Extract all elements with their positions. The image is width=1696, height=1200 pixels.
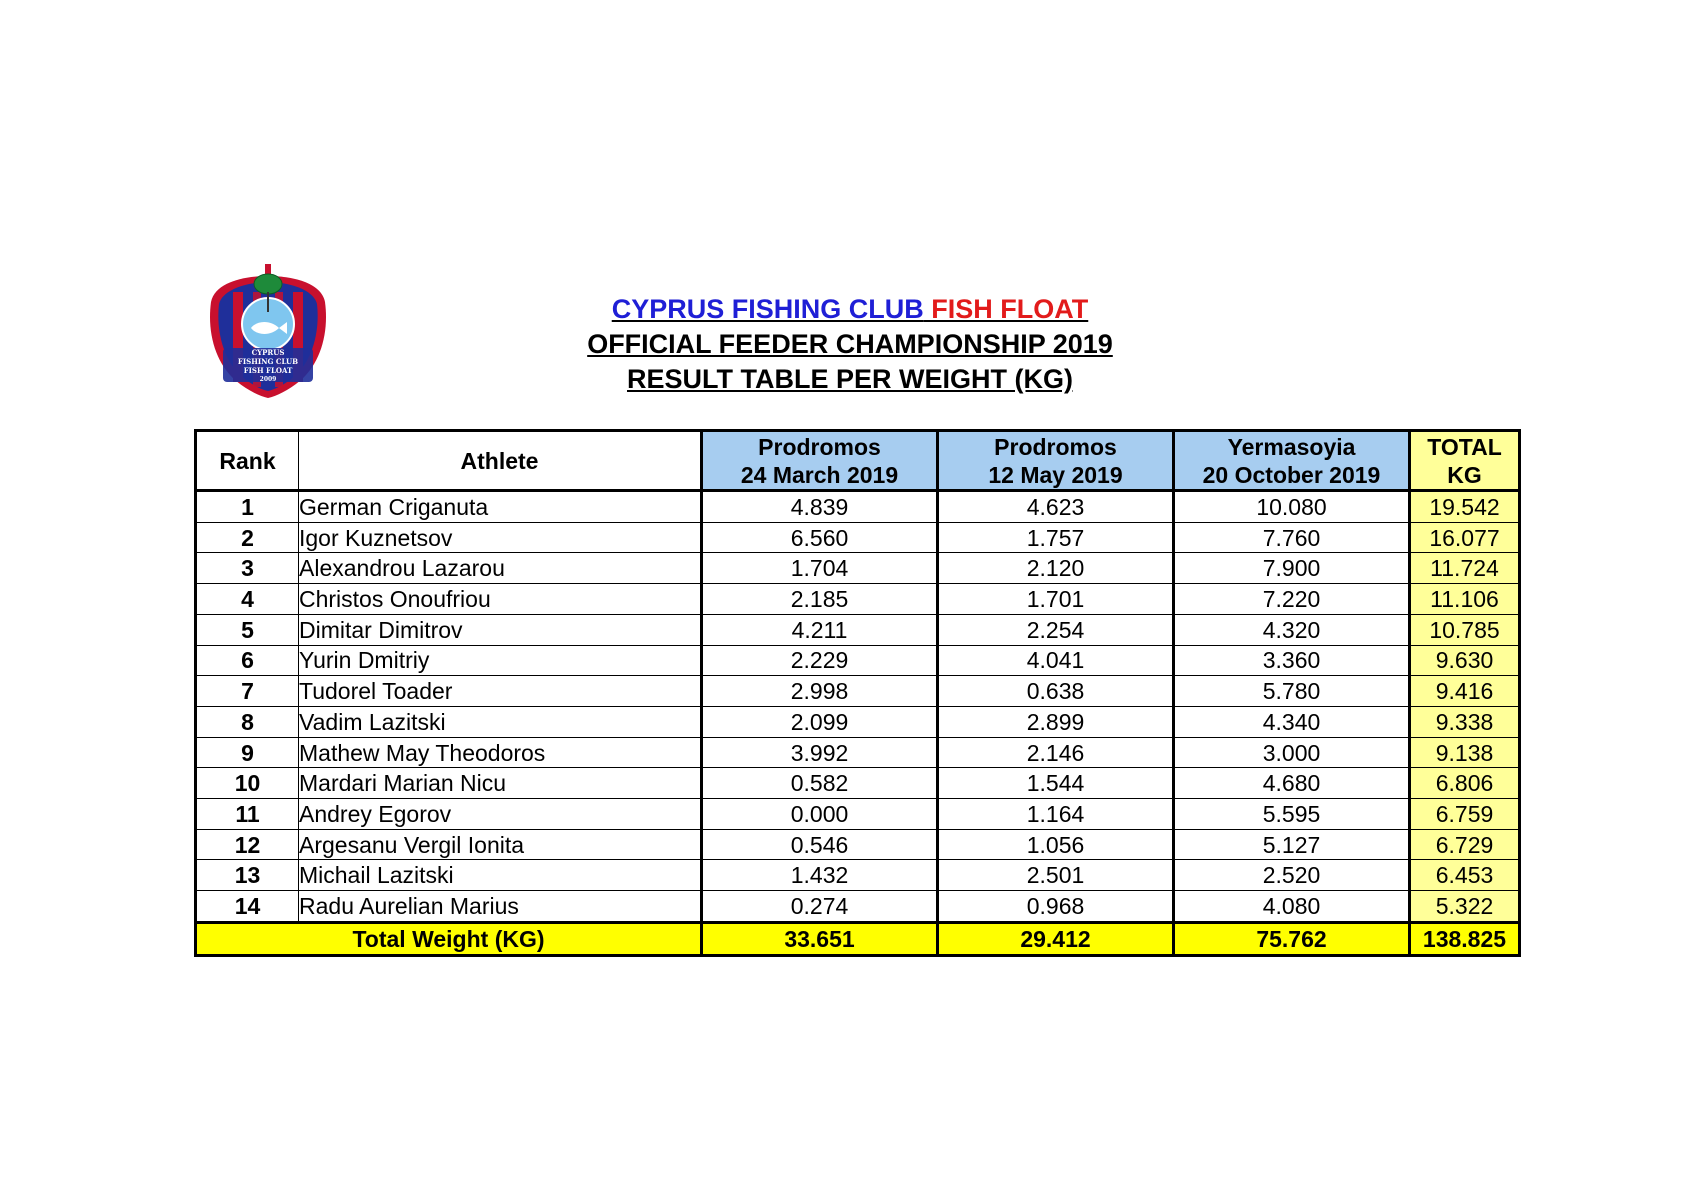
round-1-cell: 6.560 xyxy=(702,522,938,553)
table-row xyxy=(196,737,1520,768)
total-cell: 16.077 xyxy=(1410,522,1520,553)
logo-text-1: CYPRUS xyxy=(251,348,285,357)
total-weight-label: Total Weight (KG) xyxy=(196,923,702,956)
table-subtitle: RESULT TABLE PER WEIGHT (KG) xyxy=(627,364,1073,394)
round-3-cell: 7.760 xyxy=(1174,522,1410,553)
round-3-cell: 4.340 xyxy=(1174,706,1410,737)
total-cell: 11.724 xyxy=(1410,553,1520,584)
table-row xyxy=(196,614,1520,645)
rank-cell: 11 xyxy=(196,799,299,830)
championship-title: OFFICIAL FEEDER CHAMPIONSHIP 2019 xyxy=(587,329,1113,359)
rank-cell: 14 xyxy=(196,891,299,923)
total-cell: 6.453 xyxy=(1410,860,1520,891)
club-title-blue: CYPRUS FISHING CLUB xyxy=(611,294,924,324)
round-3-cell: 7.900 xyxy=(1174,553,1410,584)
club-title-red: FISH FLOAT xyxy=(923,294,1089,324)
total-cell: 6.806 xyxy=(1410,768,1520,799)
rank-cell: 12 xyxy=(196,829,299,860)
header-total xyxy=(1410,431,1520,491)
header-round-1 xyxy=(702,431,938,491)
header-round-2-venue: Prodromos xyxy=(994,433,1117,460)
round-3-cell: 7.220 xyxy=(1174,584,1410,615)
athlete-cell: Yurin Dmitriy xyxy=(299,645,702,676)
round-2-cell: 0.638 xyxy=(938,676,1174,707)
round-1-cell: 0.582 xyxy=(702,768,938,799)
round-1-cell: 0.274 xyxy=(702,891,938,923)
results-table xyxy=(194,429,1521,957)
header-round-3 xyxy=(1174,431,1410,491)
athlete-cell: Dimitar Dimitrov xyxy=(299,614,702,645)
logo-text-4: 2009 xyxy=(259,376,277,383)
round-1-cell: 1.432 xyxy=(702,860,938,891)
athlete-cell: Radu Aurelian Marius xyxy=(299,891,702,923)
total-grand: 138.825 xyxy=(1410,923,1520,956)
round-1-cell: 4.839 xyxy=(702,491,938,523)
header-total-line1: TOTAL xyxy=(1427,433,1502,460)
total-cell: 5.322 xyxy=(1410,891,1520,923)
round-3-cell: 3.360 xyxy=(1174,645,1410,676)
total-cell: 6.759 xyxy=(1410,799,1520,830)
athlete-cell: Michail Lazitski xyxy=(299,860,702,891)
round-1-cell: 2.185 xyxy=(702,584,938,615)
table-row xyxy=(196,768,1520,799)
header-round-3-date: 20 October 2019 xyxy=(1202,461,1381,488)
round-3-cell: 10.080 xyxy=(1174,491,1410,523)
club-title xyxy=(500,292,1200,327)
table-row xyxy=(196,676,1520,707)
table-row xyxy=(196,829,1520,860)
round-1-cell: 0.000 xyxy=(702,799,938,830)
round-3-cell: 2.520 xyxy=(1174,860,1410,891)
rank-cell: 6 xyxy=(196,645,299,676)
rank-cell: 2 xyxy=(196,522,299,553)
round-1-cell: 3.992 xyxy=(702,737,938,768)
header-total-line2: KG xyxy=(1447,461,1482,488)
round-3-cell: 3.000 xyxy=(1174,737,1410,768)
round-1-cell: 1.704 xyxy=(702,553,938,584)
table-row xyxy=(196,799,1520,830)
athlete-cell: German Criganuta xyxy=(299,491,702,523)
round-3-cell: 5.595 xyxy=(1174,799,1410,830)
header-rank: Rank xyxy=(196,431,299,491)
rank-cell: 10 xyxy=(196,768,299,799)
round-2-cell: 2.899 xyxy=(938,706,1174,737)
round-3-cell: 4.680 xyxy=(1174,768,1410,799)
round-2-cell: 2.501 xyxy=(938,860,1174,891)
round-1-cell: 2.099 xyxy=(702,706,938,737)
header-round-2-date: 12 May 2019 xyxy=(988,461,1123,488)
total-cell: 11.106 xyxy=(1410,584,1520,615)
header-round-2 xyxy=(938,431,1174,491)
table-row xyxy=(196,553,1520,584)
total-round-3: 75.762 xyxy=(1174,923,1410,956)
table-row xyxy=(196,584,1520,615)
header-round-1-venue: Prodromos xyxy=(758,433,881,460)
total-cell: 19.542 xyxy=(1410,491,1520,523)
athlete-cell: Andrey Egorov xyxy=(299,799,702,830)
total-round-1: 33.651 xyxy=(702,923,938,956)
title-block xyxy=(500,292,1200,397)
round-2-cell: 1.544 xyxy=(938,768,1174,799)
round-2-cell: 2.120 xyxy=(938,553,1174,584)
round-3-cell: 5.780 xyxy=(1174,676,1410,707)
round-1-cell: 4.211 xyxy=(702,614,938,645)
athlete-cell: Vadim Lazitski xyxy=(299,706,702,737)
round-1-cell: 2.998 xyxy=(702,676,938,707)
table-row xyxy=(196,860,1520,891)
round-2-cell: 1.757 xyxy=(938,522,1174,553)
athlete-cell: Mathew May Theodoros xyxy=(299,737,702,768)
round-2-cell: 1.056 xyxy=(938,829,1174,860)
round-2-cell: 2.146 xyxy=(938,737,1174,768)
athlete-cell: Mardari Marian Nicu xyxy=(299,768,702,799)
round-3-cell: 4.320 xyxy=(1174,614,1410,645)
rank-cell: 4 xyxy=(196,584,299,615)
round-2-cell: 4.623 xyxy=(938,491,1174,523)
round-2-cell: 1.701 xyxy=(938,584,1174,615)
rank-cell: 9 xyxy=(196,737,299,768)
table-row xyxy=(196,706,1520,737)
total-weight-row xyxy=(196,923,1520,956)
athlete-cell: Alexandrou Lazarou xyxy=(299,553,702,584)
total-cell: 9.138 xyxy=(1410,737,1520,768)
table-header-row xyxy=(196,431,1520,491)
logo-text-3: FISH FLOAT xyxy=(243,366,293,375)
athlete-cell: Christos Onoufriou xyxy=(299,584,702,615)
total-round-2: 29.412 xyxy=(938,923,1174,956)
header-round-1-date: 24 March 2019 xyxy=(740,461,899,488)
athlete-cell: Tudorel Toader xyxy=(299,676,702,707)
club-logo xyxy=(205,262,331,400)
header-athlete: Athlete xyxy=(299,431,702,491)
rank-cell: 13 xyxy=(196,860,299,891)
round-3-cell: 4.080 xyxy=(1174,891,1410,923)
round-2-cell: 2.254 xyxy=(938,614,1174,645)
logo-text-2: FISHING CLUB xyxy=(237,357,299,366)
round-2-cell: 1.164 xyxy=(938,799,1174,830)
round-2-cell: 0.968 xyxy=(938,891,1174,923)
round-1-cell: 0.546 xyxy=(702,829,938,860)
table-row xyxy=(196,522,1520,553)
rank-cell: 5 xyxy=(196,614,299,645)
header-round-3-venue: Yermasoyia xyxy=(1227,433,1356,460)
round-1-cell: 2.229 xyxy=(702,645,938,676)
round-2-cell: 4.041 xyxy=(938,645,1174,676)
round-3-cell: 5.127 xyxy=(1174,829,1410,860)
table-row xyxy=(196,491,1520,523)
rank-cell: 1 xyxy=(196,491,299,523)
table-row xyxy=(196,891,1520,923)
total-cell: 9.416 xyxy=(1410,676,1520,707)
total-cell: 10.785 xyxy=(1410,614,1520,645)
rank-cell: 7 xyxy=(196,676,299,707)
total-cell: 9.338 xyxy=(1410,706,1520,737)
rank-cell: 8 xyxy=(196,706,299,737)
total-cell: 9.630 xyxy=(1410,645,1520,676)
rank-cell: 3 xyxy=(196,553,299,584)
athlete-cell: Igor Kuznetsov xyxy=(299,522,702,553)
table-row xyxy=(196,645,1520,676)
athlete-cell: Argesanu Vergil Ionita xyxy=(299,829,702,860)
total-cell: 6.729 xyxy=(1410,829,1520,860)
